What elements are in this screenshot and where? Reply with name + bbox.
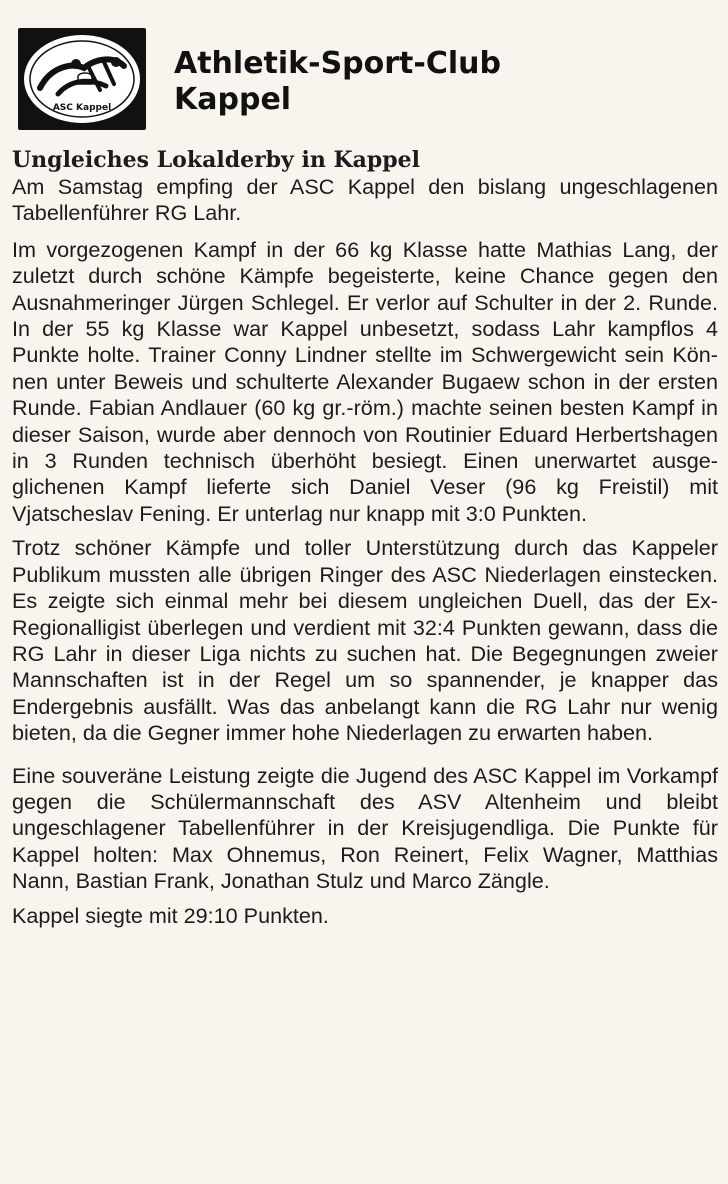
club-name-line2: Kappel <box>174 82 292 117</box>
article-header <box>18 28 718 132</box>
article-paragraph: Am Samstag empfing der ASC Kappel den bislang ungeschlagenen Tabellenführer RG Lahr. <box>12 174 718 226</box>
article-paragraph: Kappel siegte mit 29:10 Punkten. <box>12 902 329 928</box>
wrestlers-logo-icon <box>18 28 146 130</box>
article-paragraph: Eine souveräne Leistung zeigte die Jugend des ASC Kappel im Vorkampf gegen die Schülermannschaft des ASV Altenheim und bleibt ungeschlagener Tabellenführer in der Kreisjugendliga. Die Punkte für Kappel holten: Max Ohnemus, Ron Reinert, Felix Wagner, Matthias Nann, Bastian Frank, Jonathan Stulz und Marco Zängle. <box>12 762 718 894</box>
club-name-line1: Athletik-Sport-Club <box>174 46 501 81</box>
article-paragraph: Im vorgezogenen Kampf in der 66 kg Klasse hatte Mathias Lang, der zuletzt durch schöne Kämpfe begeisterte, keine Chance gegen den Ausnahmeringer Jürgen Schlegel. Er verlor auf Schulter in der 2. Runde. In der 55 kg Klasse war Kappel unbesetzt, sodass Lahr kampflos 4 Punkte holte. Trainer Conny Lindner stellte im Schwergewicht sein Können unter Beweis und schulterte Alexander Bugaew schon in der ersten Runde. Fabian Andlauer (60 kg gr.-röm.) machte seinen besten Kampf in dieser Saison, wurde aber dennoch von Routinier Eduard Herbertshagen in 3 Runden technisch überhöht besiegt. Einen unerwartet ausgeglichenen Kampf lieferte sich Daniel Veser (96 kg Freistil) mit Vjatscheslav Fening. Er unterlag nur knapp mit 3:0 Punkten. <box>12 236 718 526</box>
article-headline: Ungleiches Lokalderby in Kappel <box>12 147 421 173</box>
article <box>12 146 718 937</box>
article-paragraph: Trotz schöner Kämpfe und toller Unterstützung durch das Kappeler Publikum mussten alle übrigen Ringer des ASC Niederlagen einstecken. Es zeigte sich einmal mehr bei diesem ungleichen Duell, das der Ex-Regionalligist überlegen und verdient mit 32:4 Punkten gewann, dass die RG Lahr in dieser Liga nichts zu suchen hat. Die Begegnungen zweier Mannschaften ist in der Regel um so spannender, je knapper das Endergebnis ausfällt. Was das anbelangt kann die RG Lahr nur wenig bieten, da die Gegner immer hohe Niederlagen zu erwarten haben. <box>12 535 718 746</box>
club-name <box>174 46 501 118</box>
svg-text:ASC Kappel: ASC Kappel <box>52 103 112 113</box>
club-logo <box>18 28 146 130</box>
